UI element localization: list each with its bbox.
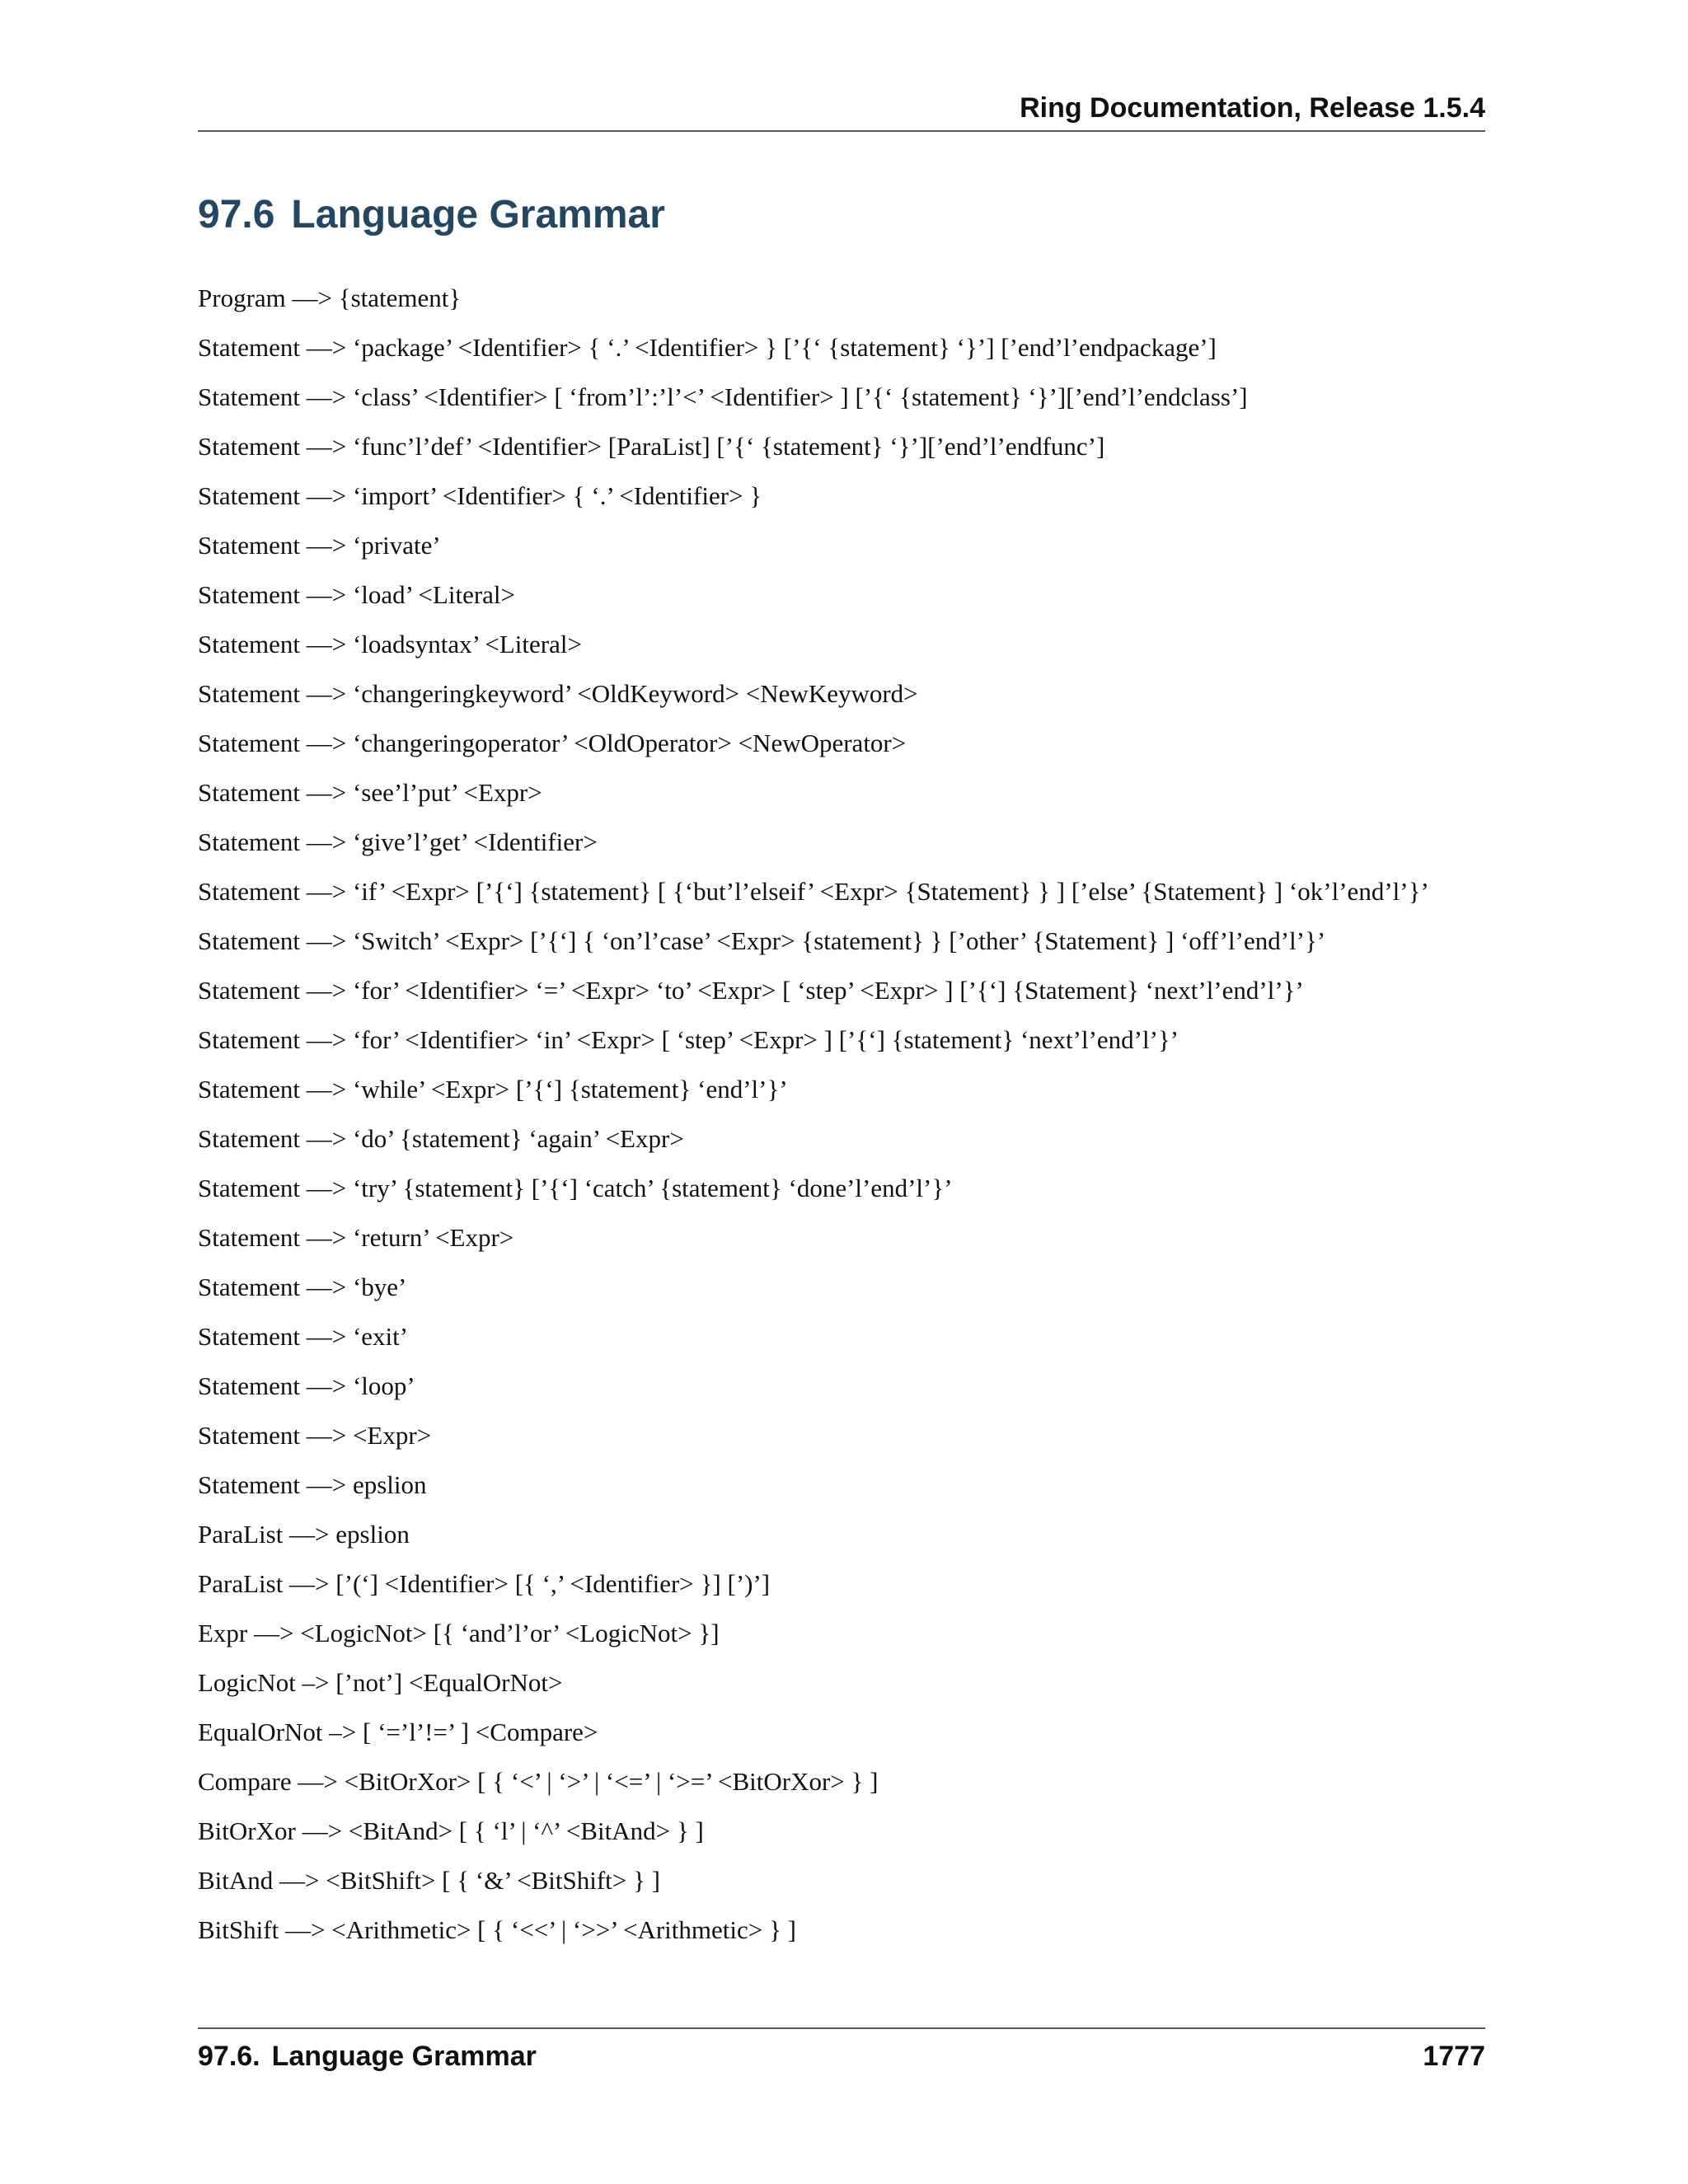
grammar-rule: Statement —> ‘import’ <Identifier> { ‘.’ <Identifier> } [198, 481, 762, 510]
grammar-rule: Statement —> ‘while’ <Expr> [’{‘] {statement} ‘end’l’}’ [198, 1075, 788, 1104]
grammar-rule: Statement —> ‘try’ {statement} [’{‘] ‘catch’ {statement} ‘done’l’end’l’}’ [198, 1174, 953, 1202]
grammar-rule: Program —> {statement} [198, 284, 462, 312]
grammar-rule: Statement —> <Expr> [198, 1421, 432, 1450]
grammar-rule: ParaList —> epslion [198, 1520, 410, 1549]
grammar-rule: Statement —> ‘see’l’put’ <Expr> [198, 778, 542, 807]
grammar-rule: BitOrXor —> <BitAnd> [ { ‘l’ | ‘^’ <BitAnd> } ] [198, 1816, 704, 1845]
grammar-rule: Statement —> ‘loadsyntax’ <Literal> [198, 630, 582, 658]
footer-section-number: 97.6. [198, 2041, 260, 2072]
section-title: Language Grammar [291, 193, 665, 237]
footer-section-title: Language Grammar [271, 2041, 537, 2072]
grammar-rule: Statement —> ‘for’ <Identifier> ‘=’ <Expr> ‘to’ <Expr> [ ‘step’ <Expr> ] [’{‘] {Statement} ‘next’l’end’l’}’ [198, 976, 1304, 1005]
grammar-rule: LogicNot –> [’not’] <EqualOrNot> [198, 1668, 563, 1697]
grammar-rule: Statement —> ‘loop’ [198, 1371, 415, 1400]
grammar-rule: Statement —> ‘return’ <Expr> [198, 1223, 514, 1252]
grammar-rule: Compare —> <BitOrXor> [ { ‘<’ | ‘>’ | ‘<=’ | ‘>=’ <BitOrXor> } ] [198, 1767, 879, 1796]
grammar-rule: Statement —> ‘exit’ [198, 1322, 409, 1351]
grammar-rule: Statement —> ‘give’l’get’ <Identifier> [198, 827, 598, 856]
grammar-rule: Statement —> ‘changeringoperator’ <OldOperator> <NewOperator> [198, 729, 907, 757]
grammar-rule: EqualOrNot –> [ ‘=’l’!=’ ] <Compare> [198, 1718, 598, 1746]
section-number: 97.6 [198, 193, 275, 237]
grammar-rule: ParaList —> [’(‘] <Identifier> [{ ‘,’ <Identifier> }] [’)’] [198, 1569, 771, 1598]
grammar-rule: Statement —> ‘changeringkeyword’ <OldKeyword> <NewKeyword> [198, 679, 918, 708]
grammar-rule: BitAnd —> <BitShift> [ { ‘&’ <BitShift> } ] [198, 1866, 660, 1895]
page-number: 1777 [1423, 2041, 1485, 2072]
grammar-rule: BitShift —> <Arithmetic> [ { ‘<<’ | ‘>>’ <Arithmetic> } ] [198, 1915, 796, 1944]
grammar-rule-list [198, 282, 1485, 1963]
grammar-rule: Statement —> ‘Switch’ <Expr> [’{‘] { ‘on’l’case’ <Expr> {statement} } [’other’ {Statement} ] ‘off’l’end’l’}’ [198, 926, 1326, 955]
grammar-rule: Statement —> ‘private’ [198, 531, 441, 560]
grammar-rule: Statement —> ‘bye’ [198, 1272, 407, 1301]
grammar-rule: Statement —> ‘class’ <Identifier> [ ‘from’l’:’l’<’ <Identifier> ] [’{‘ {statement} ‘}’][’end’l’endclass’] [198, 382, 1248, 411]
grammar-rule: Expr —> <LogicNot> [{ ‘and’l’or’ <LogicNot> }] [198, 1619, 720, 1647]
grammar-rule: Statement —> ‘for’ <Identifier> ‘in’ <Expr> [ ‘step’ <Expr> ] [’{‘] {statement} ‘next’l’end’l’}’ [198, 1025, 1179, 1054]
grammar-rule: Statement —> epslion [198, 1470, 427, 1499]
grammar-rule: Statement —> ‘load’ <Literal> [198, 580, 516, 609]
section-heading [198, 192, 665, 237]
footer-section-label [198, 2041, 537, 2073]
document-title: Ring Documentation, Release 1.5.4 [1020, 92, 1485, 124]
grammar-rule: Statement —> ‘package’ <Identifier> { ‘.’ <Identifier> } [’{‘ {statement} ‘}’] [’end’l’endpackage’] [198, 333, 1217, 362]
page-footer [198, 2027, 1485, 2072]
grammar-rule: Statement —> ‘func’l’def’ <Identifier> [ParaList] [’{‘ {statement} ‘}’][’end’l’endfunc’] [198, 432, 1105, 461]
page-header [198, 89, 1485, 132]
grammar-rule: Statement —> ‘do’ {statement} ‘again’ <Expr> [198, 1124, 684, 1153]
grammar-rule: Statement —> ‘if’ <Expr> [’{‘] {statement} [ {‘but’l’elseif’ <Expr> {Statement} } ] [’else’ {Statement} ] ‘ok’l’end’l’}’ [198, 877, 1429, 906]
